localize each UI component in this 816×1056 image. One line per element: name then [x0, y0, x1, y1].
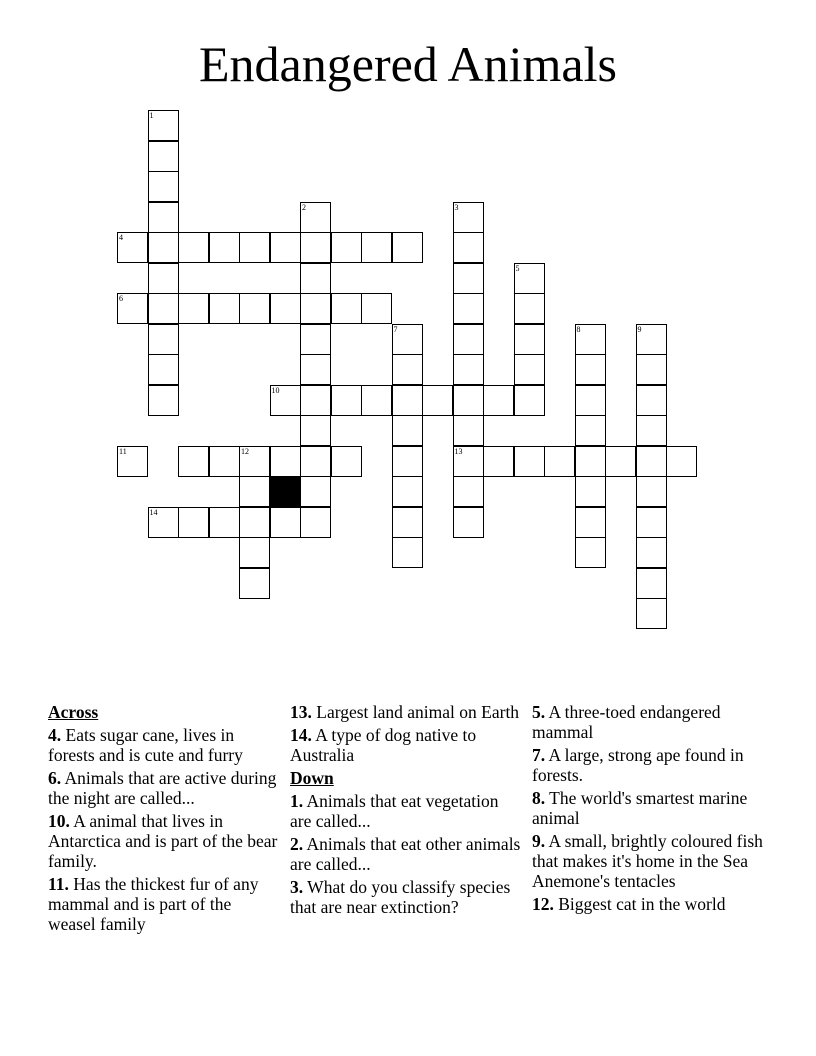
grid-cell[interactable]: [300, 415, 331, 446]
grid-cell[interactable]: [300, 385, 331, 416]
grid-cell[interactable]: [148, 385, 179, 416]
down-heading: Down: [290, 768, 334, 788]
cell-number: 4: [119, 233, 123, 242]
clue-number: 5.: [532, 702, 546, 722]
grid-cell[interactable]: [239, 232, 270, 263]
grid-cell[interactable]: [148, 507, 179, 538]
clue-text: A type of dog native to Australia: [290, 725, 477, 765]
clue-text: A small, brightly coloured fish that makes it's home in the Sea Anemone's tentacles: [532, 831, 763, 891]
grid-cell[interactable]: [453, 324, 484, 355]
grid-cell[interactable]: [514, 263, 545, 294]
grid-cell[interactable]: [575, 324, 606, 355]
grid-cell[interactable]: [148, 293, 179, 324]
grid-cell[interactable]: [453, 232, 484, 263]
grid-cell[interactable]: [453, 385, 484, 416]
grid-cell[interactable]: [300, 507, 331, 538]
cell-number: 1: [149, 111, 154, 120]
clue-item: [290, 725, 522, 765]
grid-cell[interactable]: [483, 385, 514, 416]
grid-cell[interactable]: [514, 293, 545, 324]
clue-text: Eats sugar cane, lives in forests and is cute and furry: [48, 725, 243, 765]
grid-cell[interactable]: [300, 202, 331, 233]
grid-cell[interactable]: [636, 568, 667, 599]
clue-number: 3.: [290, 877, 304, 897]
grid-cell[interactable]: [636, 476, 667, 507]
grid-cell[interactable]: [117, 232, 148, 263]
clue-text: Has the thickest fur of any mammal and is part of the weasel family: [48, 874, 259, 934]
grid-cell[interactable]: [514, 354, 545, 385]
clue-item: [48, 725, 280, 765]
grid-cell[interactable]: [239, 293, 270, 324]
grid-cell[interactable]: [178, 507, 209, 538]
grid-cell[interactable]: [453, 507, 484, 538]
clue-text: A large, strong ape found in forests.: [532, 745, 744, 785]
clue-number: 4.: [48, 725, 62, 745]
grid-cell[interactable]: [239, 568, 270, 599]
grid-cell[interactable]: [514, 446, 545, 477]
grid-cell[interactable]: [514, 324, 545, 355]
clue-text: Animals that eat other animals are called...: [290, 834, 521, 874]
grid-cell[interactable]: [239, 507, 270, 538]
grid-cell[interactable]: [575, 537, 606, 568]
grid-cell[interactable]: [178, 232, 209, 263]
grid-cell[interactable]: [636, 446, 667, 477]
grid-cell[interactable]: [453, 293, 484, 324]
grid-cell[interactable]: [392, 385, 423, 416]
clue-number: 8.: [532, 788, 546, 808]
grid-cell[interactable]: [270, 232, 301, 263]
grid-cell[interactable]: [666, 446, 697, 477]
grid-cell[interactable]: [239, 476, 270, 507]
clue-item: [290, 834, 522, 874]
grid-cell[interactable]: [300, 324, 331, 355]
grid-cell[interactable]: [148, 354, 179, 385]
clue-item: [48, 768, 280, 808]
grid-cell[interactable]: [209, 293, 240, 324]
grid-cell[interactable]: [209, 507, 240, 538]
cell-number: 11: [119, 446, 127, 456]
clue-item: [532, 831, 764, 891]
clue-number: 10.: [48, 811, 70, 831]
grid-cell[interactable]: [148, 171, 179, 202]
grid-cell[interactable]: [300, 476, 331, 507]
clue-number: 11.: [48, 874, 69, 894]
grid-cell[interactable]: [300, 263, 331, 294]
grid-cell[interactable]: [453, 354, 484, 385]
clue-item: [532, 745, 764, 785]
grid-cell[interactable]: [636, 354, 667, 385]
grid-cell[interactable]: [148, 324, 179, 355]
grid-cell[interactable]: [453, 263, 484, 294]
cell-number: 12: [241, 446, 249, 456]
grid-cell[interactable]: [148, 202, 179, 233]
clue-text: A three-toed endangered mammal: [532, 702, 721, 742]
grid-cell[interactable]: [209, 446, 240, 477]
grid-cell[interactable]: [575, 385, 606, 416]
clue-number: 1.: [290, 791, 304, 811]
grid-cell[interactable]: [148, 232, 179, 263]
grid-cell[interactable]: [239, 446, 270, 477]
grid-cell[interactable]: [148, 263, 179, 294]
clue-number: 7.: [532, 745, 546, 765]
clue-item: [290, 702, 522, 722]
clue-text: Animals that eat vegetation are called...: [290, 791, 499, 831]
grid-cell[interactable]: [148, 110, 179, 141]
grid-cell[interactable]: [392, 415, 423, 446]
grid-cell[interactable]: [453, 202, 484, 233]
clue-text: Animals that are active during the night are called...: [48, 768, 277, 808]
grid-cell[interactable]: [636, 598, 667, 629]
grid-cell[interactable]: [514, 385, 545, 416]
cell-number: 13: [454, 446, 463, 456]
grid-cell[interactable]: [209, 232, 240, 263]
clue-item: [532, 702, 764, 742]
grid-cell[interactable]: [270, 385, 301, 416]
clue-item: [48, 811, 280, 871]
grid-cell[interactable]: [300, 232, 331, 263]
grid-cell[interactable]: [636, 324, 667, 355]
grid-cell[interactable]: [453, 446, 484, 477]
grid-cell[interactable]: [636, 537, 667, 568]
page-title: Endangered Animals: [199, 36, 617, 92]
cell-number: 9: [637, 324, 642, 334]
grid-cell[interactable]: [331, 293, 362, 324]
black-cell: [270, 476, 301, 507]
clue-number: 2.: [290, 834, 304, 854]
grid-cell[interactable]: [605, 446, 636, 477]
clue-item: [48, 874, 280, 934]
grid-cell[interactable]: [361, 385, 392, 416]
grid-cell[interactable]: [392, 507, 423, 538]
clue-item: [290, 791, 522, 831]
clue-number: 13.: [290, 702, 312, 722]
grid-cell[interactable]: [331, 446, 362, 477]
grid-cell[interactable]: [392, 324, 423, 355]
clues-column-2: [290, 702, 522, 920]
grid-cell[interactable]: [575, 476, 606, 507]
grid-cell[interactable]: [575, 354, 606, 385]
clue-item: [290, 877, 522, 917]
grid-cell[interactable]: [148, 141, 179, 172]
across-heading: Across: [48, 702, 99, 722]
grid-cell[interactable]: [300, 354, 331, 385]
grid-cell[interactable]: [270, 446, 301, 477]
clue-text: Biggest cat in the world: [553, 894, 726, 914]
cell-number: 3: [454, 202, 459, 212]
clues-column-1: [48, 702, 280, 937]
cell-number: 6: [119, 294, 123, 303]
clue-item: [532, 788, 764, 828]
cell-number: 5: [515, 263, 520, 273]
grid-cell[interactable]: [575, 446, 606, 477]
grid-cell[interactable]: [636, 415, 667, 446]
grid-cell[interactable]: [300, 446, 331, 477]
clue-number: 9.: [532, 831, 546, 851]
grid-cell[interactable]: [270, 507, 301, 538]
cell-number: 2: [302, 202, 306, 212]
grid-cell[interactable]: [392, 476, 423, 507]
grid-cell[interactable]: [392, 537, 423, 568]
grid-cell[interactable]: [453, 476, 484, 507]
grid-cell[interactable]: [453, 415, 484, 446]
grid-cell[interactable]: [544, 446, 575, 477]
cell-number: 7: [393, 324, 398, 334]
cell-number: 14: [149, 507, 158, 517]
grid-cell[interactable]: [575, 415, 606, 446]
grid-cell[interactable]: [361, 232, 392, 263]
cell-number: 8: [576, 324, 581, 334]
grid-cell[interactable]: [117, 446, 148, 477]
clue-item: [532, 894, 764, 914]
clue-text: The world's smartest marine animal: [532, 788, 748, 828]
grid-cell[interactable]: [392, 232, 423, 263]
clue-number: 6.: [48, 768, 62, 788]
grid-cell[interactable]: [117, 293, 148, 324]
cell-number: 10: [271, 385, 280, 395]
clue-text: What do you classify species that are near extinction?: [290, 877, 511, 917]
grid-cell[interactable]: [178, 293, 209, 324]
grid-cell[interactable]: [331, 385, 362, 416]
grid-cell[interactable]: [422, 385, 453, 416]
grid-cell[interactable]: [239, 537, 270, 568]
grid-cell[interactable]: [270, 293, 301, 324]
clue-text: Largest land animal on Earth: [311, 702, 520, 722]
clues-column-3: [532, 702, 764, 917]
grid-cell[interactable]: [636, 385, 667, 416]
grid-cell[interactable]: [575, 507, 606, 538]
clue-number: 14.: [290, 725, 312, 745]
grid-cell[interactable]: [331, 232, 362, 263]
grid-cell[interactable]: [392, 446, 423, 477]
grid-cell[interactable]: [483, 446, 514, 477]
grid-cell[interactable]: [392, 354, 423, 385]
grid-cell[interactable]: [361, 293, 392, 324]
grid-cell[interactable]: [636, 507, 667, 538]
grid-cell[interactable]: [300, 293, 331, 324]
grid-cell[interactable]: [178, 446, 209, 477]
clue-text: A animal that lives in Antarctica and is part of the bear family.: [48, 811, 278, 871]
clue-number: 12.: [532, 894, 554, 914]
